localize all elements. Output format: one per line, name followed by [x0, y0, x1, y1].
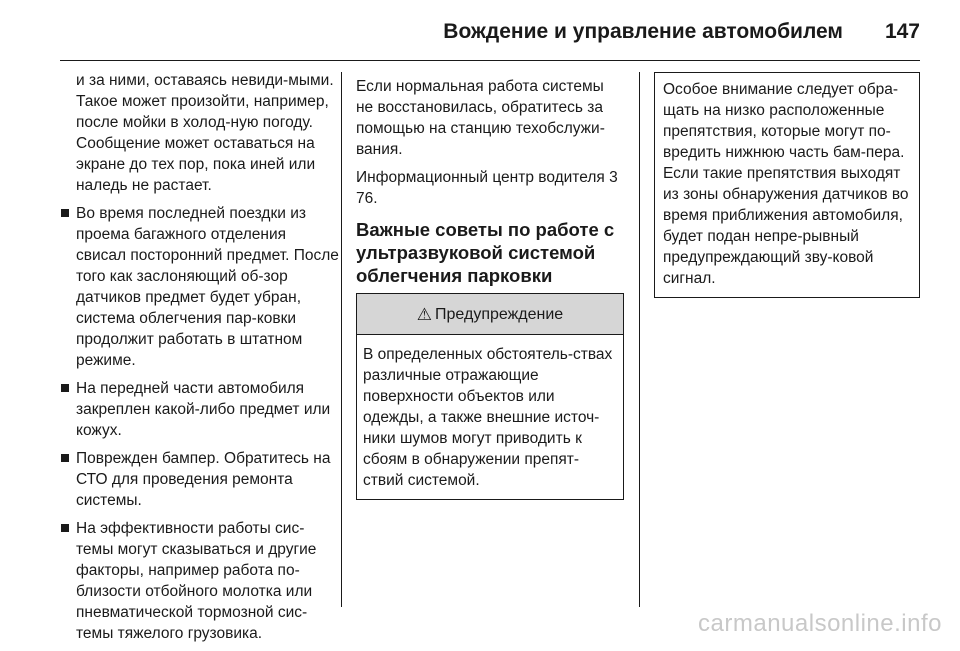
warning-header	[357, 294, 623, 335]
note-box: Особое внимание следует обра-щать на низко расположенные препятствия, которые могут по-вредить нижнюю часть бам-пера. Если такие препятствия выходят из зоны обнаружения датчиков во время приближения автомобиля, будет подан непре-рывный предупреждающий зву-ковой сигнал.	[654, 72, 920, 298]
list-item	[58, 448, 340, 511]
column-divider-1	[341, 72, 342, 607]
list-item-text: Во время последней поездки из проема багажного отделения свисал посторонний предмет. После того как заслоняющий об-зор датчиков предмет будет убран, система облегчения пар-ковки продолжит работать в штатном режиме.	[76, 205, 339, 369]
column-middle	[356, 76, 624, 500]
reference-paragraph: Информационный центр водителя 3 76.	[356, 169, 618, 207]
square-bullet-icon	[61, 524, 69, 532]
cause-list	[58, 203, 340, 644]
list-item-text: Поврежден бампер. Обратитесь на СТО для проведения ремонта системы.	[76, 450, 331, 509]
warning-title: Предупреждение	[435, 305, 564, 323]
section-heading: Важные советы по работе с ультразвуковой системой облегчения парковки	[356, 219, 615, 286]
page-title: Вождение и управление автомобилем	[443, 20, 843, 43]
square-bullet-icon	[61, 384, 69, 392]
square-bullet-icon	[61, 454, 69, 462]
list-item	[58, 378, 340, 441]
list-item	[58, 518, 340, 644]
page-header	[60, 18, 920, 46]
service-paragraph: Если нормальная работа системы не восстановилась, обратитесь за помощью на станцию техобслужи-вания.	[356, 78, 605, 158]
warning-triangle-icon: ⚠	[416, 304, 433, 324]
intro-paragraph: и за ними, оставаясь невиди-мыми. Такое может произойти, например, после мойки в холод-ную погоду. Сообщение может оставаться на экране до тех пор, пока иней или наледь не растает.	[76, 72, 334, 194]
square-bullet-icon	[61, 209, 69, 217]
header-divider	[60, 60, 920, 61]
list-item-text: На эффективности работы сис-темы могут сказываться и другие факторы, например работа по-близости отбойного молотка или пневматической тормозной сис-темы тяжелого грузовика.	[76, 520, 317, 642]
watermark: carmanualsonline.info	[698, 610, 942, 637]
warning-box	[356, 293, 624, 500]
column-divider-2	[639, 72, 640, 607]
column-left	[58, 70, 340, 651]
page-number: 147	[884, 20, 920, 43]
list-item-text: На передней части автомобиля закреплен какой-либо предмет или кожух.	[76, 380, 331, 439]
list-item	[58, 203, 340, 371]
column-right	[654, 76, 920, 298]
warning-text: В определенных обстоятель-ствах различные отражающие поверхности объектов или одежды, а также внешние источ-ники шумов могут приводить к сбоям в обнаружении препят-ствий системой.	[363, 346, 613, 489]
